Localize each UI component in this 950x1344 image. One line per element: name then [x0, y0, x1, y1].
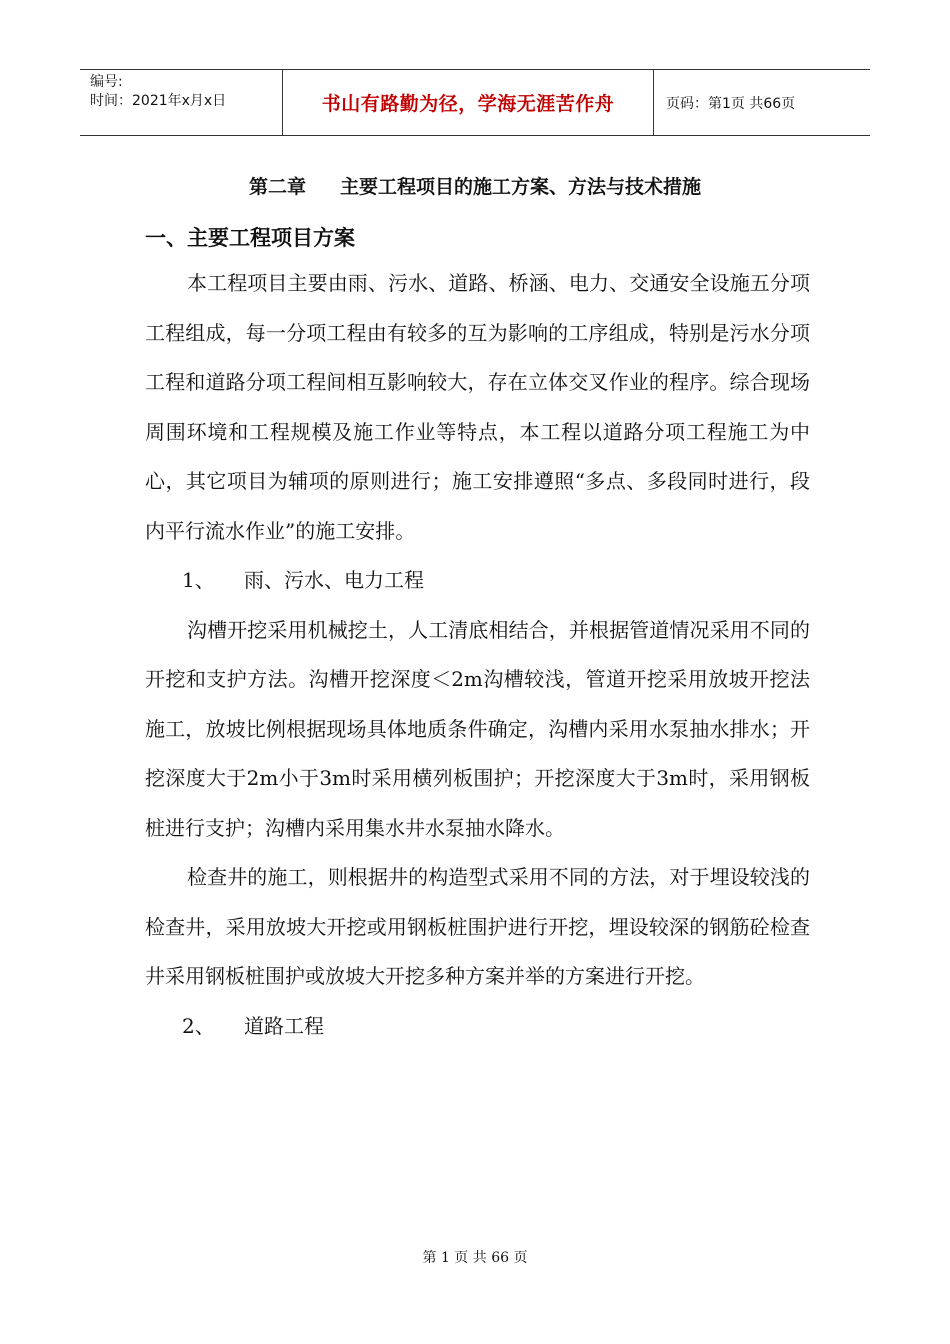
main-body [145, 259, 810, 1051]
section-title: 一、主要工程项目方案 [145, 226, 355, 250]
chapter-title [0, 172, 950, 199]
document-time-label: 时间：2021年x月x日 [90, 93, 227, 109]
intro-paragraph: 本工程项目主要由雨、污水、道路、桥涵、电力、交通安全设施五分项工程组成，每一分项工程由有较多的互为影响的工序组成，特别是污水分项工程和道路分项工程间相互影响较大，存在立体交叉作业的程序。综合现场周围环境和工程规模及施工作业等特点，本工程以道路分项工程施工为中心，其它项目为辅项的原则进行；施工安排遵照“多点、多段同时进行，段内平行流水作业”的施工安排。 [145, 271, 810, 543]
header-page-info: 页码：第1页 共66页 [666, 95, 796, 112]
header-meta-cell [80, 70, 283, 135]
body-paragraph: 检查井的施工，则根据井的构造型式采用不同的方法，对于埋设较浅的检查井，采用放坡大开挖或用钢板桩围护进行开挖，埋设较深的钢筋砼检查井采用钢板桩围护或放坡大开挖多种方案并举的方案进行开挖。 [145, 865, 810, 988]
subsection-title: 雨、污水、电力工程 [244, 568, 424, 592]
subsection-title: 道路工程 [244, 1013, 324, 1038]
document-number-label: 编号: [90, 74, 123, 90]
chapter-heading: 主要工程项目的施工方案、方法与技术措施 [340, 176, 702, 198]
header-table [80, 69, 870, 136]
header-page-cell [654, 70, 870, 135]
subsection-number: 2、 [182, 1013, 215, 1038]
header-motto-cell [283, 70, 654, 135]
subsection-number: 1、 [182, 568, 215, 592]
header-motto: 书山有路勤为径，学海无涯苦作舟 [321, 93, 615, 115]
subsection-heading [145, 556, 810, 606]
body-paragraph: 沟槽开挖采用机械挖土，人工清底相结合，并根据管道情况采用不同的开挖和支护方法。沟槽开挖深度＜2m沟槽较浅，管道开挖采用放坡开挖法施工，放坡比例根据现场具体地质条件确定，沟槽内采用水泵抽水排水；开挖深度大于2m小于3m时采用横列板围护；开挖深度大于3m时，采用钢板桩进行支护；沟槽内采用集水井水泵抽水降水。 [145, 617, 810, 840]
page-footer: 第 1 页 共 66 页 [422, 1250, 528, 1266]
subsection-heading [145, 1002, 810, 1052]
chapter-number: 第二章 [248, 176, 306, 198]
